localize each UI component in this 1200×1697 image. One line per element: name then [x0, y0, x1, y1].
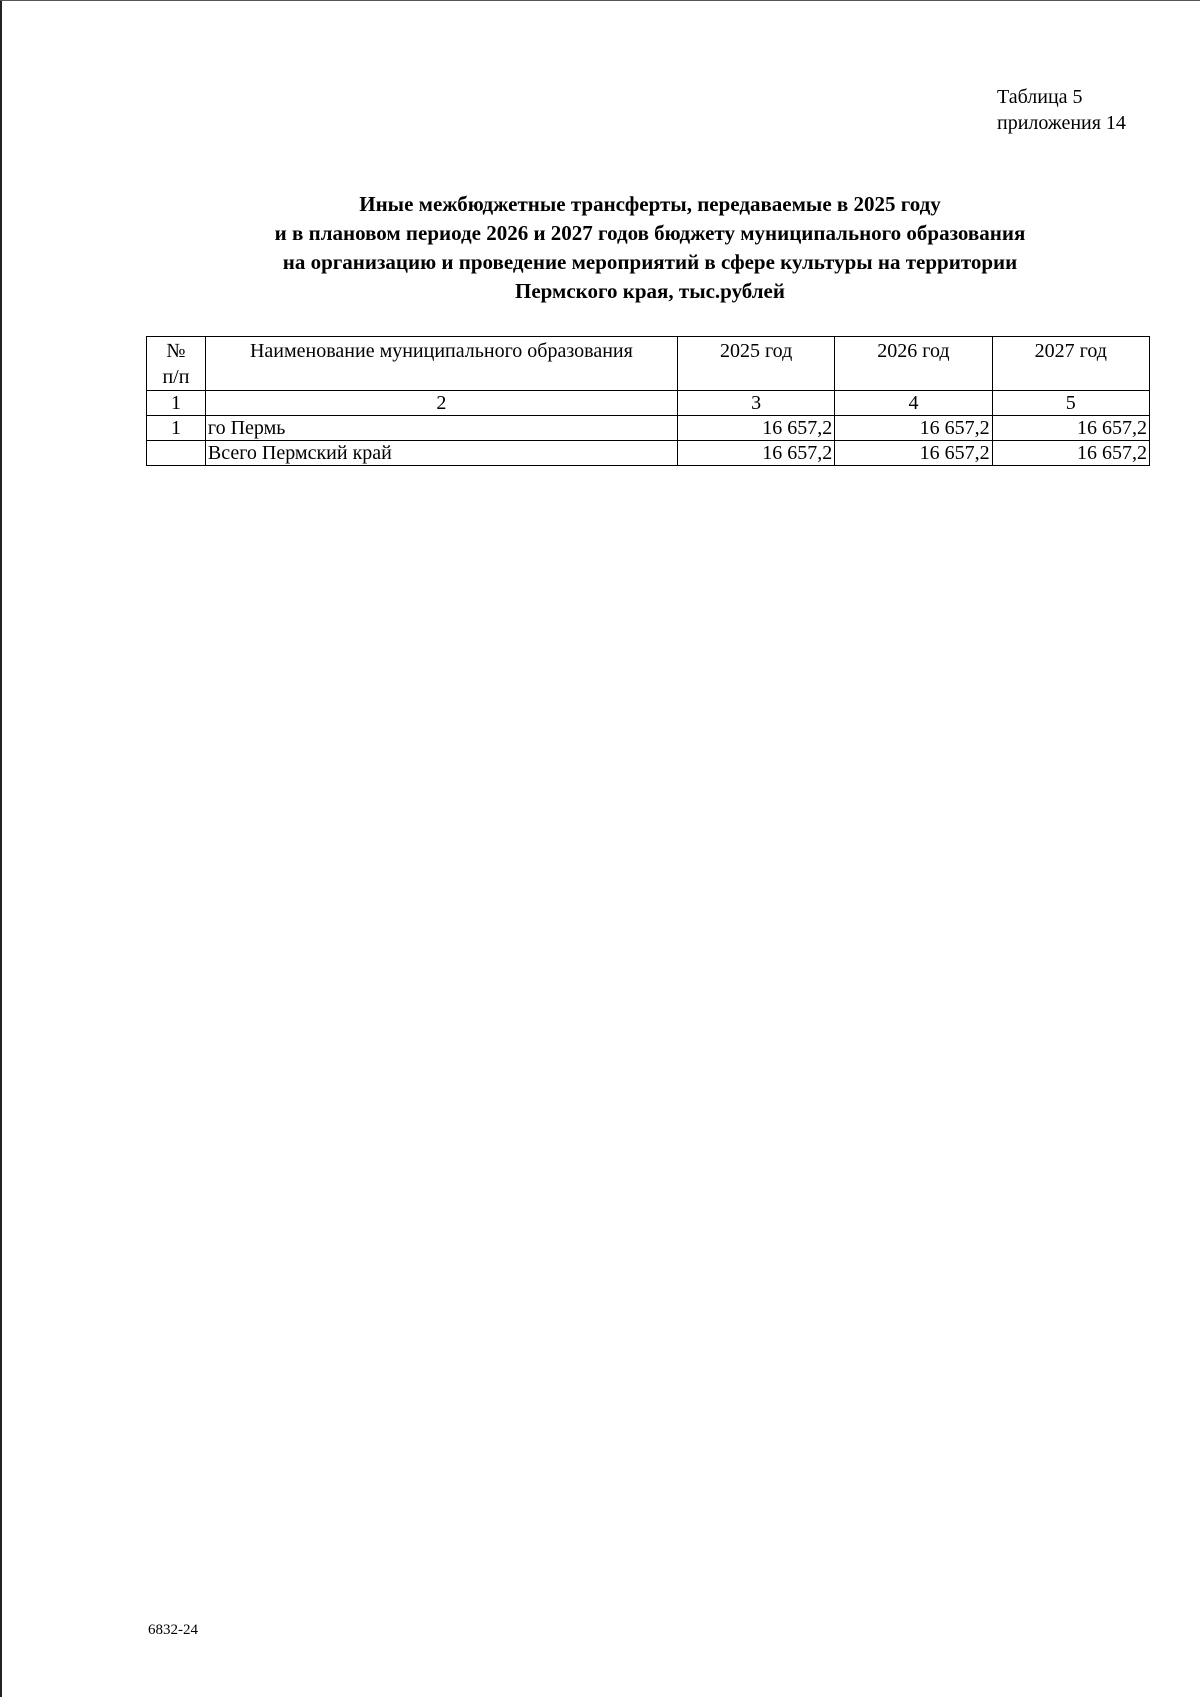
- column-number: 2: [205, 391, 677, 416]
- row-municipality-name: Всего Пермский край: [205, 441, 677, 466]
- attachment-reference: [997, 84, 1126, 136]
- title-line-3: на организацию и проведение мероприятий в сфере культуры на территории: [282, 250, 1018, 274]
- column-number: 1: [147, 391, 206, 416]
- column-numbers-row: [147, 391, 1150, 416]
- row-value-2026: 16 657,2: [835, 416, 992, 441]
- document-code: 6832-24: [148, 1622, 198, 1638]
- table-row: [147, 416, 1150, 441]
- table-total-row: [147, 441, 1150, 466]
- row-municipality-name: го Пермь: [205, 416, 677, 441]
- header-name: Наименование муниципального образования: [205, 337, 677, 391]
- row-value-2027: 16 657,2: [992, 416, 1149, 441]
- header-number-line-2: п/п: [162, 366, 190, 388]
- title-line-2: и в плановом периоде 2026 и 2027 годов бюджету муниципального образования: [274, 221, 1026, 245]
- row-value-2026: 16 657,2: [835, 441, 992, 466]
- column-number: 5: [992, 391, 1149, 416]
- title-line-4: Пермского края, тыс.рублей: [515, 279, 785, 303]
- scan-edge-top: [0, 0, 1200, 1]
- row-value-2027: 16 657,2: [992, 441, 1149, 466]
- header-number-line-1: №: [166, 340, 186, 362]
- column-number: 4: [835, 391, 992, 416]
- header-number: [147, 337, 206, 391]
- row-number: 1: [147, 416, 206, 441]
- attachment-appendix-label: приложения 14: [997, 112, 1126, 134]
- attachment-table-label: Таблица 5: [997, 86, 1083, 108]
- header-2026: 2026 год: [835, 337, 992, 391]
- column-number: 3: [677, 391, 834, 416]
- scan-edge-left: [0, 0, 2, 1697]
- header-2027: 2027 год: [992, 337, 1149, 391]
- transfers-table: [146, 336, 1150, 466]
- header-2025: 2025 год: [677, 337, 834, 391]
- document-title: [140, 190, 1160, 306]
- row-value-2025: 16 657,2: [677, 416, 834, 441]
- row-number: [147, 441, 206, 466]
- title-line-1: Иные межбюджетные трансферты, передаваемые в 2025 году: [359, 192, 941, 216]
- row-value-2025: 16 657,2: [677, 441, 834, 466]
- table-header-row: [147, 337, 1150, 391]
